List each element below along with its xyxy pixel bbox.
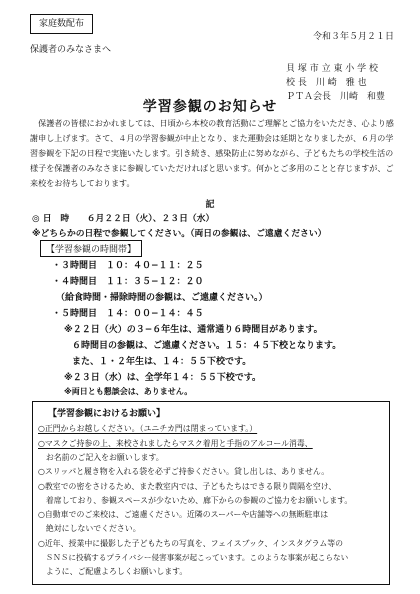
note-kondan: ※両日とも懇談会は、ありません。 <box>64 387 193 396</box>
schedule-date: ◎ 日 時 ６月２２日（火）、２３日（水） <box>32 214 215 224</box>
school-name: 貝 塚 市 立 東 小 学 校 <box>286 64 379 74</box>
pta-chair-name: ＰＴＡ会長 川崎 和豊 <box>286 92 386 102</box>
notices-heading: 【学習参観におけるお願い】 <box>48 409 166 419</box>
notice-item: ○教室での密をさけるため、また教室内では、子どもたちはできる限り間隔を空け、 <box>38 482 337 491</box>
note-23: ※２３日（水）は、全学年１４：５５下校です。 <box>64 373 262 383</box>
page-title: 学習参観のお知らせ <box>142 99 278 115</box>
distribution-badge: 家庭数配布 <box>30 14 93 34</box>
period-5: ・５時間目 １４：００−１４：４５ <box>52 309 204 319</box>
notice-item: ○正門からお越しください。（ユニチカ門は閉まっています。） <box>38 424 258 433</box>
notice-item: ＳＮＳに投稿するプライバシー侵害事案が起こっています。このような事案が起こらない <box>38 553 349 562</box>
note-22-c: また、１・２年生は、１４：５５下校です。 <box>72 357 252 367</box>
notice-item: ○自動車でのご来校は、ご遠慮ください。近隣のスーパーや店舗等への無断駐車は <box>38 510 329 519</box>
addressee: 保護者のみなさまへ <box>30 45 112 55</box>
principal-name: 校 長 川 崎 雅 也 <box>286 78 367 88</box>
times-heading: 【学習参観の時間帯】 <box>40 240 142 257</box>
period-4: ・４時間目 １１：３５−１２：２０ <box>52 277 204 287</box>
issue-date: 令和３年５月２１日 <box>312 32 394 42</box>
notice-item: ○近年、授業中に撮影した子どもたちの写真を、フェイスブック、インスタグラム等の <box>38 539 344 548</box>
notice-item: ように、ご配慮よろしくお願いします。 <box>38 567 188 576</box>
notice-item: 着席しており、参観スペースが少ないため、廊下からの参観のご協力をお願いします。 <box>38 496 353 505</box>
notice-item: ○マスクご持参の上、来校されましたらマスク着用と手指のアルコール消毒、 <box>38 439 313 448</box>
lunch-note: （給食時間・掃除時間の参観は、ご遠慮ください。） <box>56 293 268 303</box>
period-3: ・３時間目 １０：４０−１１：２５ <box>52 261 204 271</box>
intro-paragraph: 保護者の皆様におかれましては、日頃から本校の教育活動にご理解とご協力をいただき、心より感謝申し上げます。さて、４月の学習参観が中止となり、また運動会は延期となりましたが、６月の学習参観を下記の日程で実施いたします。引き続き、感染防止に努めながら、子どもたちの学校生活の様子を保護者のみなさまに参観していただければと思います。何かとご多用のことと存じますが、ご来校をお待ちしております。 <box>30 118 394 188</box>
notice-item: ○スリッパと履き物を入れる袋を必ずご持参ください。貸し出しは、ありません。 <box>38 467 330 476</box>
note-22-b: ６時間目の参観は、ご遠慮ください。１５：４５下校となります。 <box>72 341 342 351</box>
notice-item: 絶対にしないでください。 <box>38 524 141 533</box>
note-22-a: ※２２日（火）の３−６年生は、通常通り６時間目があります。 <box>64 325 323 335</box>
notice-item: お名前のご記入をお願いします。 <box>38 453 164 462</box>
ki-heading: 記 <box>205 200 215 210</box>
schedule-note: ※どちらかの日程で参観してください。（両日の参観は、ご遠慮ください） <box>32 229 327 239</box>
